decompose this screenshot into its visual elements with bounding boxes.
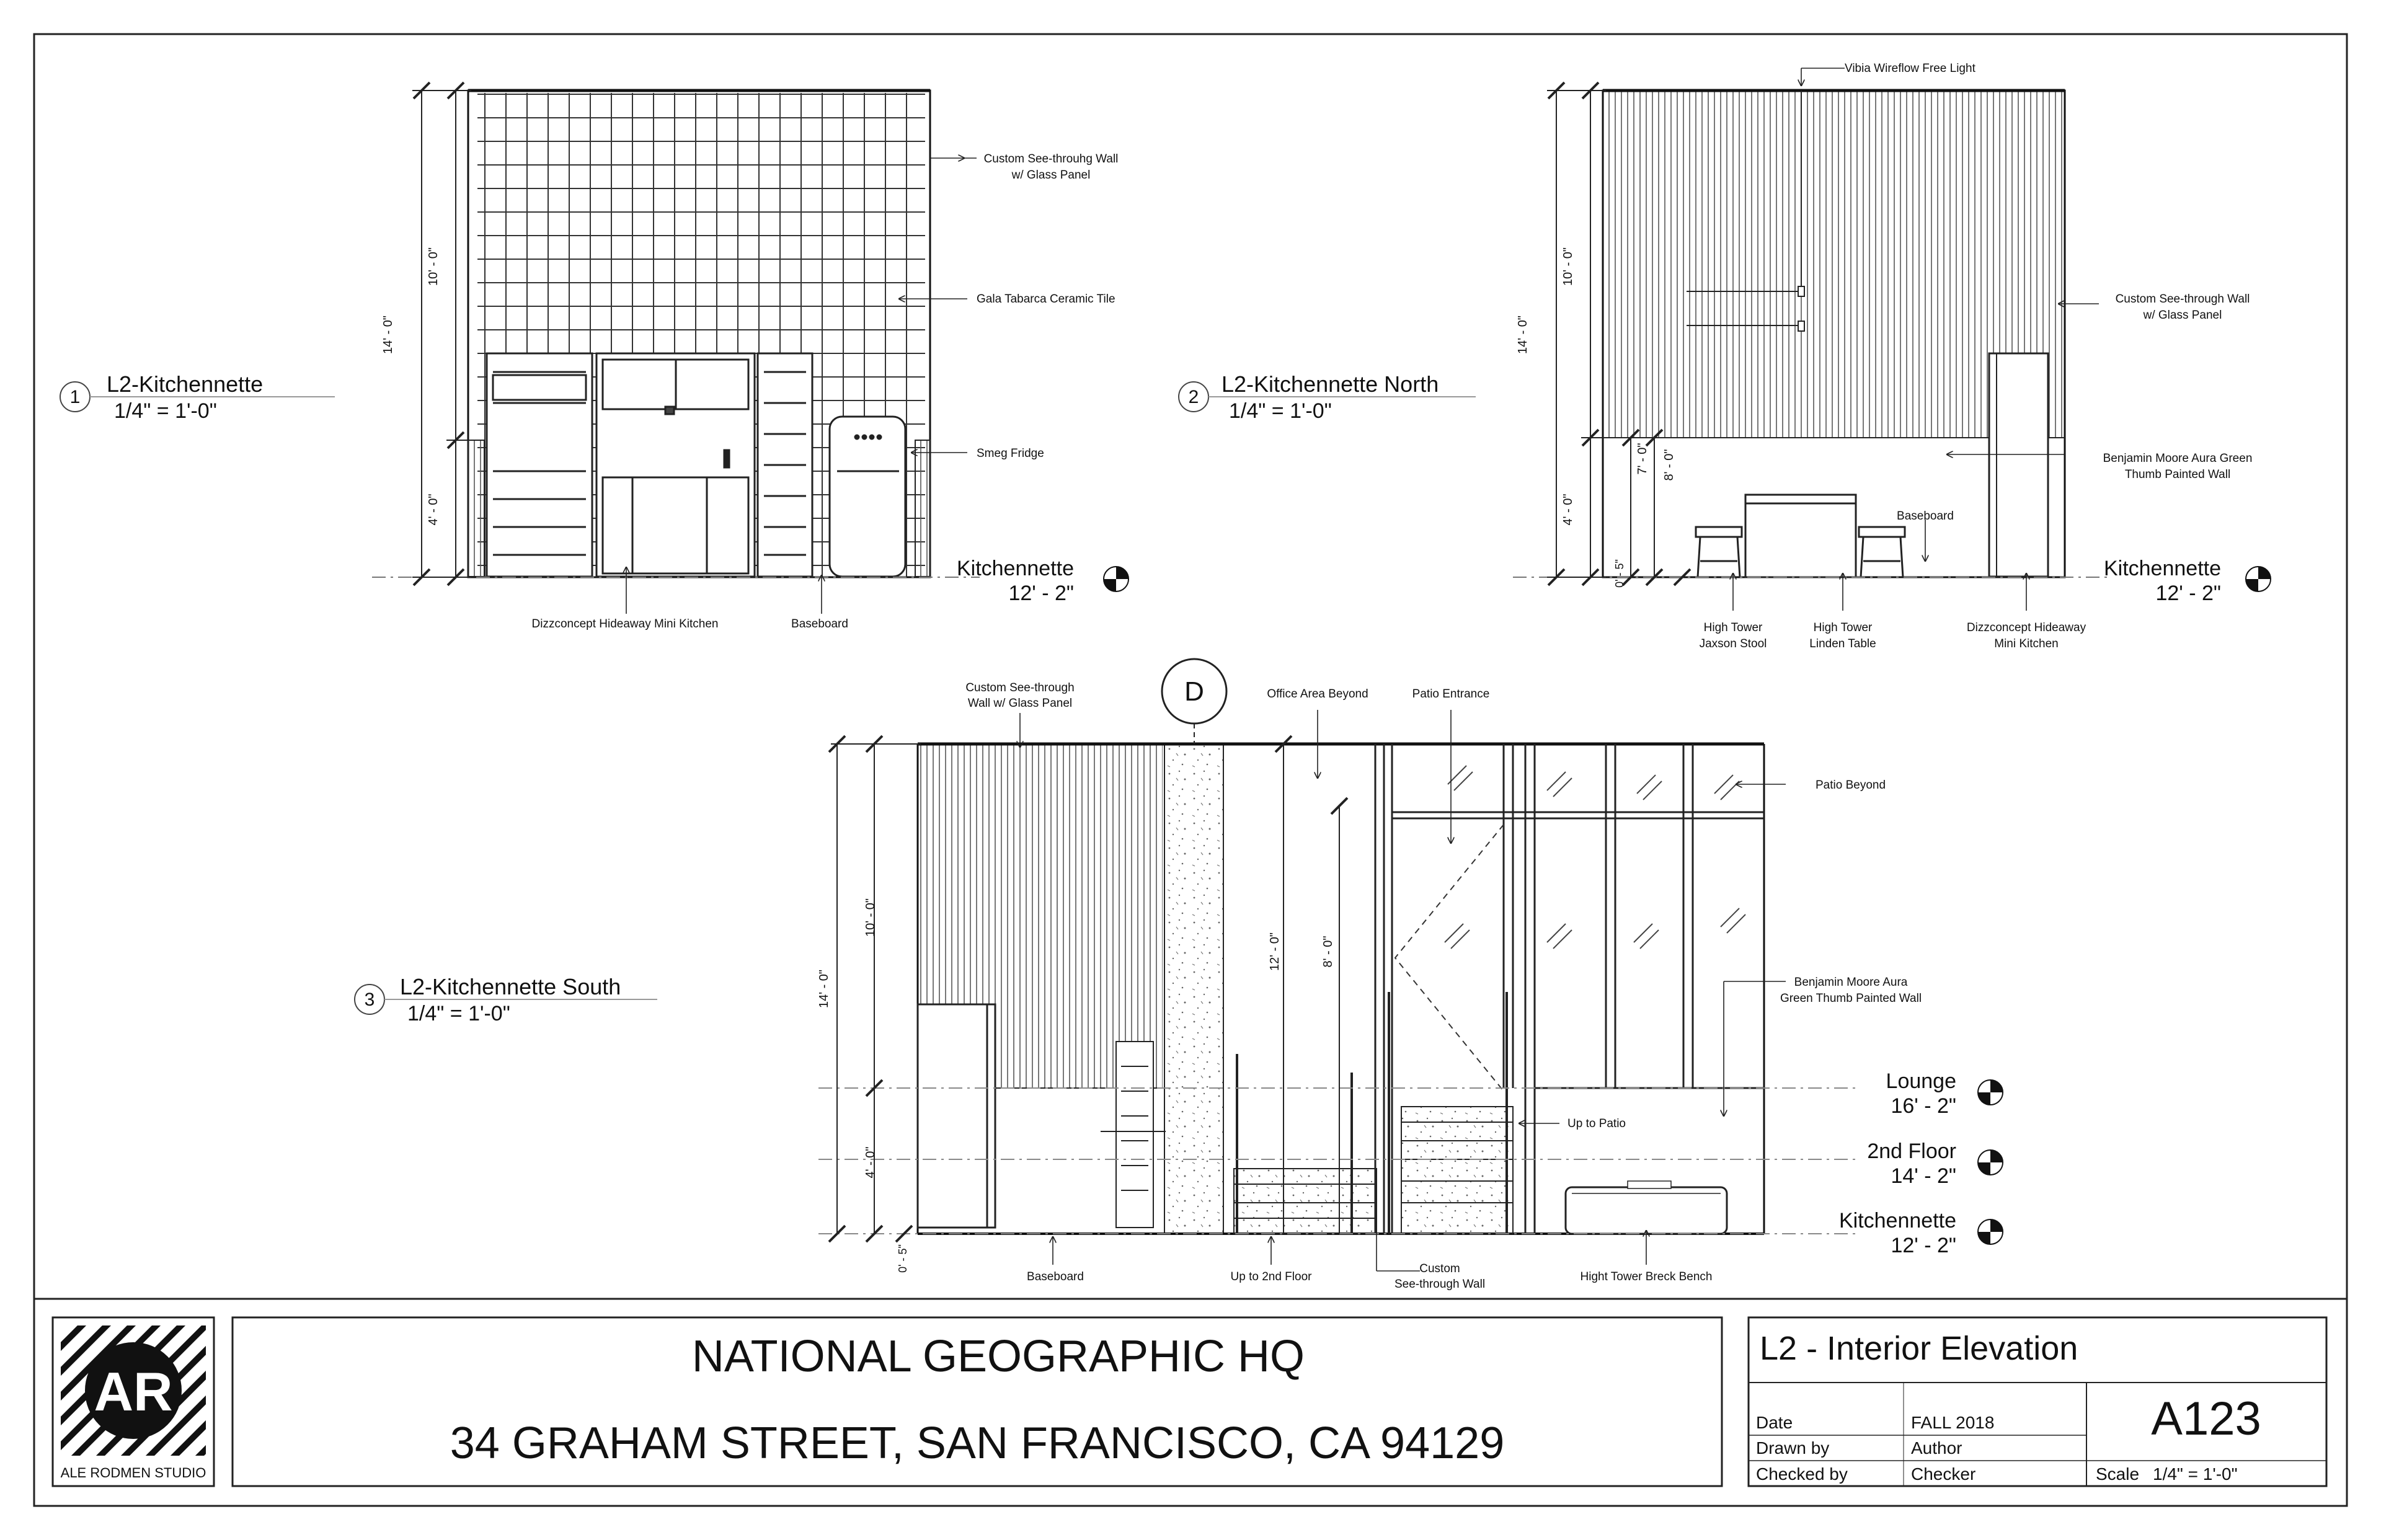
note-tile: Gala Tabarca Ceramic Tile (977, 293, 1115, 306)
view-title: L2-Kitchennette North (1222, 371, 1439, 397)
level-target-icon (1104, 567, 1128, 591)
level-name: Lounge (1886, 1069, 1956, 1093)
note-light: Vibia Wireflow Free Light (1845, 62, 1975, 75)
dim-05: 0' - 5" (897, 1244, 909, 1273)
note-wall: Custom See-through Wall (2115, 293, 2250, 306)
view-number: 1 (69, 387, 81, 407)
door-swing (1395, 825, 1504, 1091)
view-1-kitchennette (60, 82, 1128, 631)
note-paint-2: Green Thumb Painted Wall (1780, 992, 1922, 1005)
level-marker-2nd-floor (1867, 1140, 2003, 1188)
note-table-2: Linden Table (1809, 637, 1876, 650)
note-up-2nd: Up to 2nd Floor (1230, 1270, 1312, 1283)
project-name: NATIONAL GEOGRAPHIC HQ (691, 1332, 1305, 1381)
note-custom: Custom (1419, 1262, 1460, 1275)
note-baseboard: Baseboard (1897, 510, 1954, 523)
stairs-to-2nd-floor (1234, 1054, 1377, 1234)
view-3-kitchennette-south (355, 659, 2003, 1291)
view-number: 2 (1188, 387, 1199, 407)
sheet-number: A123 (2151, 1392, 2261, 1445)
note-paint: Benjamin Moore Aura (1794, 976, 1908, 989)
note-stool-2: Jaxson Stool (1699, 637, 1767, 650)
view-number: 3 (364, 989, 375, 1010)
view-title: L2-Kitchennette (107, 371, 264, 397)
drawn-label: Drawn by (1756, 1438, 1830, 1458)
project-address: 34 GRAHAM STREET, SAN FRANCISCO, CA 94129 (450, 1418, 1505, 1468)
level-elev: 14' - 2" (1891, 1164, 1956, 1188)
checked-value: Checker (1911, 1464, 1976, 1484)
smeg-fridge (830, 417, 905, 577)
level-marker-kitchennette (1839, 1209, 2003, 1257)
note-patio-beyond: Patio Beyond (1816, 779, 1886, 792)
note-bench: Hight Tower Breck Bench (1580, 1270, 1713, 1283)
breck-bench (1566, 1181, 1727, 1234)
glass-panel-right (915, 440, 930, 577)
tall-kitchen-unit (1989, 353, 2048, 577)
level-name: Kitchennette (956, 557, 1074, 580)
dim-7: 7' - 0" (1636, 443, 1649, 475)
note-custom-2: See-through Wall (1394, 1278, 1486, 1291)
dim-12: 12' - 0" (1268, 932, 1282, 971)
level-target-icon (2246, 567, 2271, 591)
level-name: Kitchennette (1838, 1209, 1956, 1232)
note-office: Office Area Beyond (1267, 688, 1368, 701)
scale-label: Scale (2096, 1464, 2140, 1484)
view-title: L2-Kitchennette South (400, 974, 621, 999)
view-2-kitchennette-north (1179, 62, 2271, 650)
dim-upper: 10' - 0" (427, 247, 440, 286)
dim-total: 14' - 0" (817, 969, 831, 1009)
title-block (43, 1308, 2326, 1486)
glass-panel-left (468, 440, 484, 577)
note-wall-2: w/ Glass Panel (2143, 309, 2222, 322)
level-name: 2nd Floor (1867, 1140, 1956, 1163)
note-paint: Benjamin Moore Aura Green (2103, 452, 2253, 465)
glass-reflections (1445, 766, 1745, 949)
note-wall-2: Wall w/ Glass Panel (967, 697, 1073, 710)
table-and-stools (1696, 495, 1905, 577)
logo-letters: AR (94, 1361, 173, 1422)
scale-value: 1/4" = 1'-0" (2153, 1464, 2238, 1484)
dim-upper: 10' - 0" (1561, 247, 1575, 286)
level-elev: 12' - 2" (1891, 1234, 1956, 1257)
level-marker-lounge (1886, 1069, 2003, 1118)
dim-total: 14' - 0" (1516, 315, 1530, 355)
dimension-string-1 (412, 82, 471, 585)
note-up-patio: Up to Patio (1567, 1117, 1626, 1130)
note-fridge: Smeg Fridge (977, 447, 1044, 460)
dim-lower: 4' - 0" (1561, 493, 1575, 526)
grid-label: D (1184, 676, 1204, 707)
date-value: FALL 2018 (1911, 1413, 1995, 1432)
view-scale: 1/4" = 1'-0" (114, 399, 217, 423)
note-kitchen: Dizzconcept Hideaway (1966, 621, 2086, 634)
concrete-column (1164, 744, 1223, 1234)
dim-8: 8' - 0" (1321, 936, 1335, 968)
view-scale: 1/4" = 1'-0" (407, 1002, 510, 1025)
dim-8: 8' - 0" (1662, 449, 1676, 481)
view-scale: 1/4" = 1'-0" (1229, 399, 1332, 423)
sheet-title: L2 - Interior Elevation (1760, 1330, 2078, 1367)
note-kitchen: Dizzconcept Hideaway Mini Kitchen (531, 617, 719, 631)
level-name: Kitchennette (2103, 557, 2221, 580)
note-kitchen-2: Mini Kitchen (1994, 637, 2059, 650)
note-paint-2: Thumb Painted Wall (2124, 468, 2231, 481)
dim-total: 14' - 0" (381, 315, 395, 355)
note-patio-entrance: Patio Entrance (1412, 688, 1490, 701)
stairs-to-patio (1389, 992, 1513, 1234)
mini-kitchen (487, 353, 812, 577)
note-wall: Custom See-throuhg Wall (983, 153, 1119, 166)
drawn-value: Author (1911, 1438, 1962, 1458)
note-wall: Custom See-through (965, 681, 1075, 694)
note-baseboard: Baseboard (1027, 1270, 1084, 1283)
level-elev: 12' - 2" (1008, 582, 1074, 605)
level-elev: 12' - 2" (2155, 582, 2221, 605)
dim-lower: 4' - 0" (864, 1146, 877, 1179)
note-baseboard: Baseboard (791, 617, 848, 631)
date-label: Date (1756, 1413, 1793, 1432)
tall-fridge (918, 1004, 995, 1228)
dim-upper: 10' - 0" (864, 898, 877, 937)
dim-05: 0' - 5" (1613, 559, 1626, 588)
note-wall-2: w/ Glass Panel (1011, 169, 1091, 182)
studio-name: ALE RODMEN STUDIO (60, 1465, 206, 1480)
note-table: High Tower (1813, 621, 1873, 634)
checked-label: Checked by (1756, 1464, 1848, 1484)
level-elev: 16' - 2" (1891, 1094, 1956, 1118)
note-stool: High Tower (1703, 621, 1763, 634)
dim-lower: 4' - 0" (427, 493, 440, 526)
